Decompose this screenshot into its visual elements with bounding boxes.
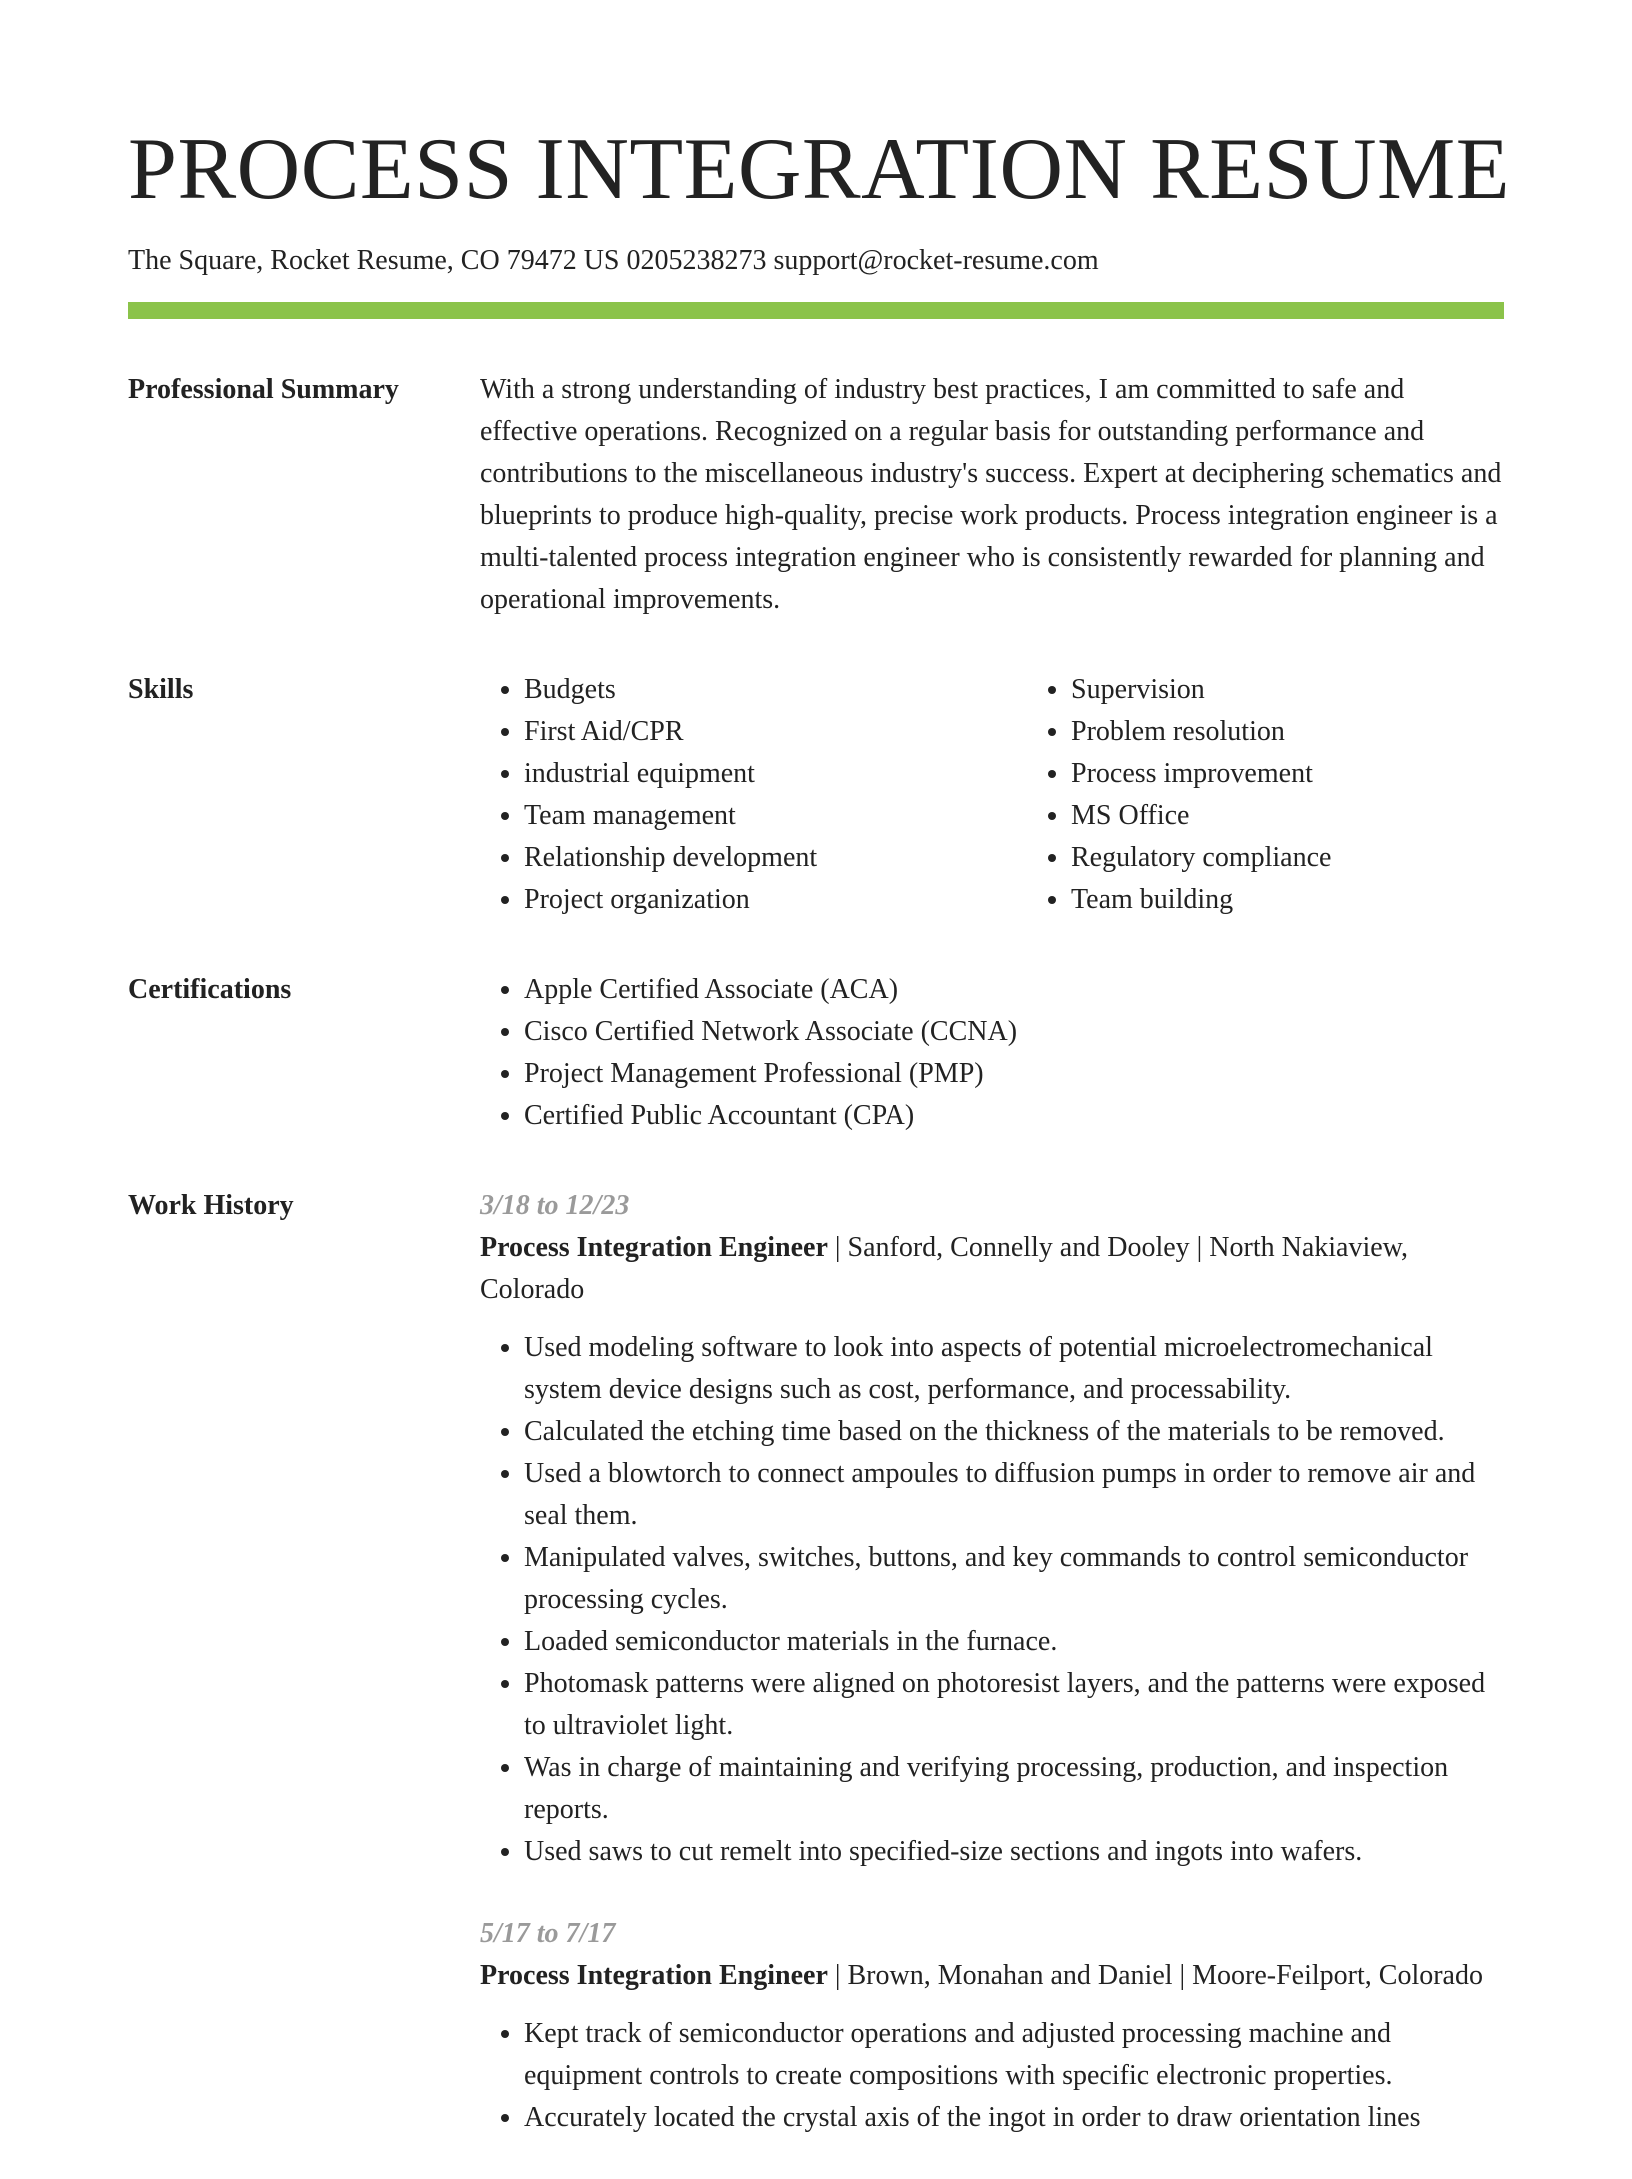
contact-line xyxy=(128,240,1504,282)
summary-heading: Professional Summary xyxy=(128,374,399,405)
skills-grid xyxy=(480,669,1574,921)
contact-phone: 0205238273 xyxy=(626,245,767,276)
work-history-section xyxy=(128,1185,1504,2179)
job-bullet: • Calculated the etching time based on the thickness of the materials to be removed. xyxy=(524,1411,1504,1453)
contact-address: The Square, Rocket Resume, CO 79472 US xyxy=(128,245,620,276)
skills-list-left xyxy=(480,669,1027,921)
skill-item: • Process improvement xyxy=(1071,753,1574,795)
certification-item: • Certified Public Accountant (CPA) xyxy=(524,1095,1504,1137)
work-history-body xyxy=(480,1185,1504,2179)
job-bullet: • Used saws to cut remelt into specified-size sections and ingots into wafers. xyxy=(524,1831,1504,1873)
job-bullet: • Was in charge of maintaining and verifying processing, production, and inspection reports. xyxy=(524,1747,1504,1831)
job-dates: 3/18 to 12/23 xyxy=(480,1190,630,1221)
job-bullet: • Used modeling software to look into aspects of potential microelectromechanical system device designs such as cost, performance, and processability. xyxy=(524,1327,1504,1411)
job-dates: 5/17 to 7/17 xyxy=(480,1918,616,1949)
summary-text: With a strong understanding of industry best practices, I am committed to safe and effective operations. Recognized on a regular basis for outstanding performance and contributions to the miscellaneous industry's success. Expert at deciphering schematics and blueprints to produce high-quality, precise work products. Process integration engineer is a multi-talented process integration engineer who is consistently rewarded for planning and operational improvements. xyxy=(480,374,1502,615)
skill-item: • Team building xyxy=(1071,879,1574,921)
skill-item: • Regulatory compliance xyxy=(1071,837,1574,879)
summary-body xyxy=(480,369,1504,621)
job-bullet: • Photomask patterns were aligned on photoresist layers, and the patterns were exposed to ultraviolet light. xyxy=(524,1663,1504,1747)
job-bullet: • Loaded semiconductor materials in the furnace. xyxy=(524,1621,1504,1663)
job-header xyxy=(480,1955,1504,1997)
certifications-section xyxy=(128,969,1504,1137)
certifications-list xyxy=(480,969,1504,1137)
skill-item: • industrial equipment xyxy=(524,753,1027,795)
certifications-body xyxy=(480,969,1504,1137)
contact-email: support@rocket-resume.com xyxy=(773,245,1099,276)
skill-item: • First Aid/CPR xyxy=(524,711,1027,753)
job-details: | Sanford, Connelly and Dooley | North Nakiaview, Colorado xyxy=(480,1232,1409,1305)
skill-item: • Relationship development xyxy=(524,837,1027,879)
skills-heading: Skills xyxy=(128,674,194,705)
job-title: Process Integration Engineer xyxy=(480,1232,828,1263)
job-bullets xyxy=(480,1327,1504,1873)
job-entry xyxy=(480,1913,1504,2139)
job-bullet: • Accurately located the crystal axis of the ingot in order to draw orientation lines xyxy=(524,2097,1504,2139)
job-bullet: • Used a blowtorch to connect ampoules to diffusion pumps in order to remove air and seal them. xyxy=(524,1453,1504,1537)
work-history-heading: Work History xyxy=(128,1190,294,1221)
job-details: | Brown, Monahan and Daniel | Moore-Feilport, Colorado xyxy=(827,1960,1483,1991)
skill-item: • Problem resolution xyxy=(1071,711,1574,753)
skill-item: • Project organization xyxy=(524,879,1027,921)
certification-item: • Project Management Professional (PMP) xyxy=(524,1053,1504,1095)
job-bullets xyxy=(480,2013,1504,2139)
skills-section xyxy=(128,669,1504,921)
job-entry xyxy=(480,1185,1504,1873)
skill-item: • MS Office xyxy=(1071,795,1574,837)
skill-item: • Supervision xyxy=(1071,669,1574,711)
job-title: Process Integration Engineer xyxy=(480,1960,828,1991)
accent-divider xyxy=(128,302,1504,319)
skills-list-right xyxy=(1027,669,1574,921)
certifications-heading: Certifications xyxy=(128,974,292,1005)
skill-item: • Team management xyxy=(524,795,1027,837)
skill-item: • Budgets xyxy=(524,669,1027,711)
certification-item: • Apple Certified Associate (ACA) xyxy=(524,969,1504,1011)
summary-section xyxy=(128,369,1504,621)
resume-title: PROCESS INTEGRATION RESUME xyxy=(128,121,1511,218)
job-header xyxy=(480,1227,1504,1311)
certification-item: • Cisco Certified Network Associate (CCNA) xyxy=(524,1011,1504,1053)
job-bullet: • Manipulated valves, switches, buttons, and key commands to control semiconductor processing cycles. xyxy=(524,1537,1504,1621)
job-bullet: • Kept track of semiconductor operations and adjusted processing machine and equipment controls to create compositions with specific electronic properties. xyxy=(524,2013,1504,2097)
